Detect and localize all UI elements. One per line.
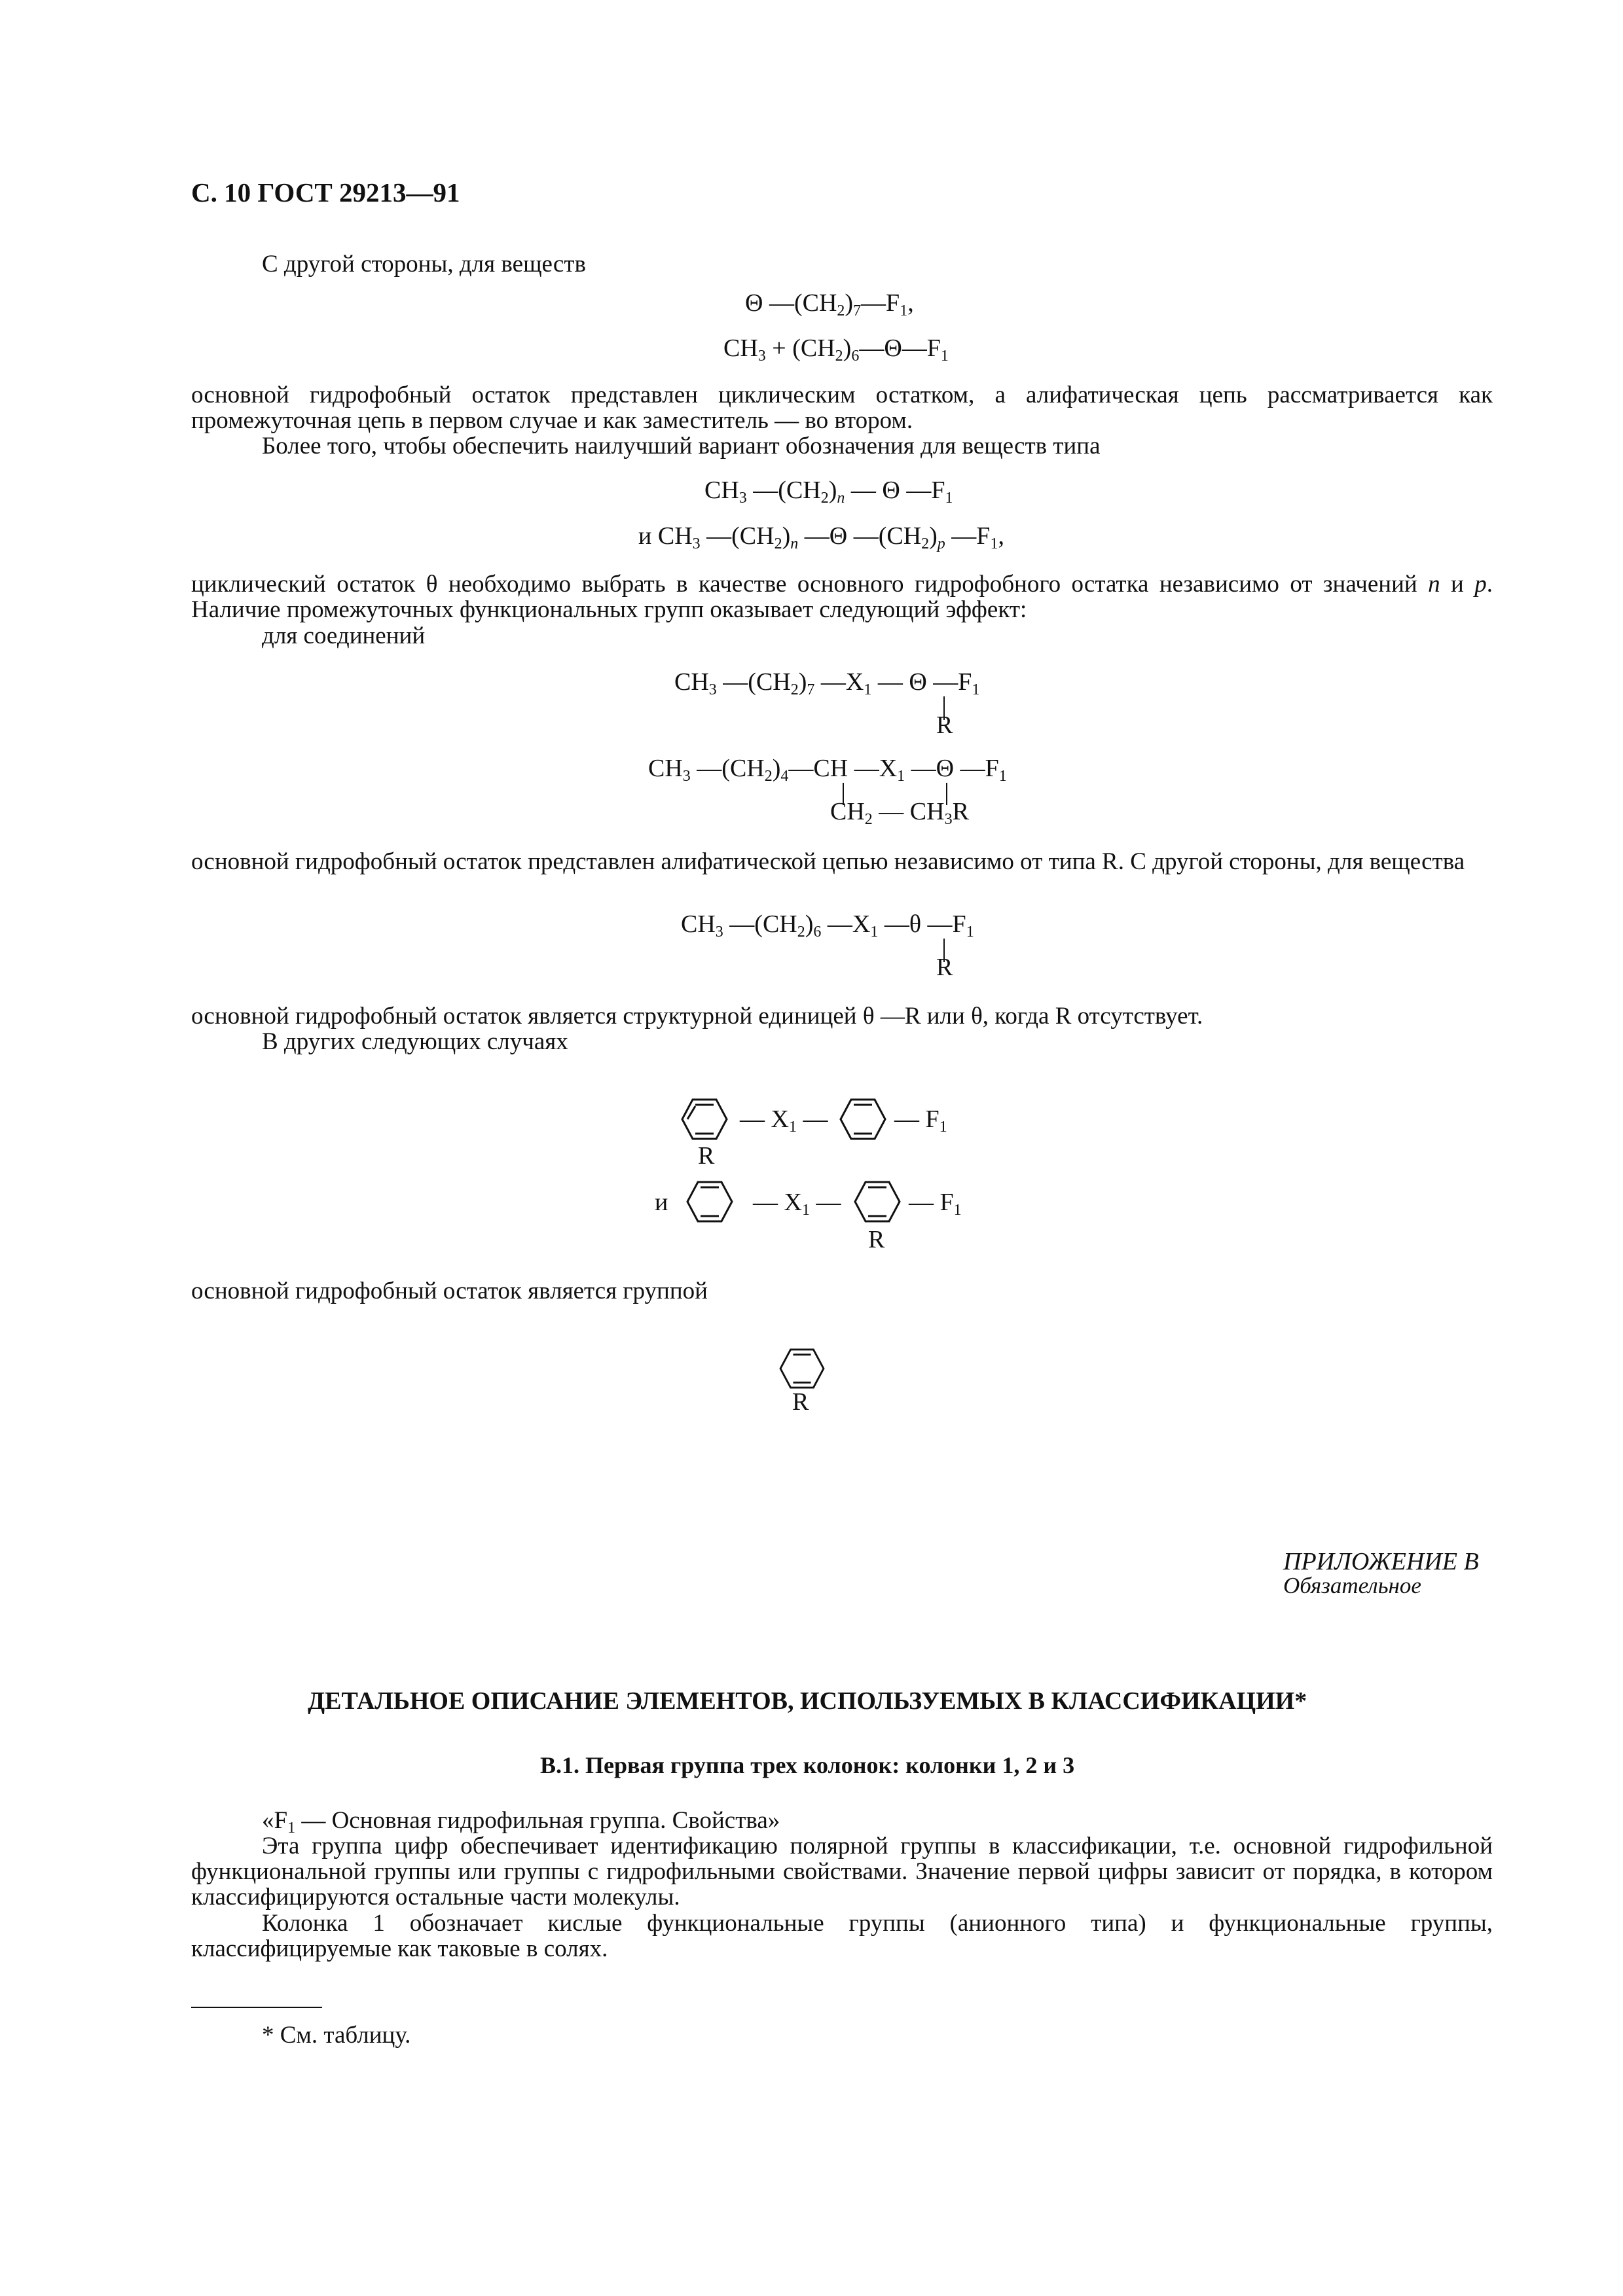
footnote-divider <box>191 2007 322 2008</box>
benzene-ring-icon <box>854 1181 901 1223</box>
paragraph: основной гидрофобный остаток представлен циклическим остатком, а алифатическая цепь рассматривается как промежуточная цепь в первом случае и как заместитель — во втором. <box>191 382 1493 434</box>
paragraph: С другой стороны, для веществ <box>262 251 586 278</box>
paragraph: Колонка 1 обозначает кислые функциональные группы (анионного типа) и функциональные группы, классифицируемые как таковые в солях. <box>191 1910 1493 1962</box>
substituent-r: R <box>698 1142 715 1170</box>
appendix-label: ПРИЛОЖЕНИЕ В <box>1283 1548 1479 1575</box>
substituent-r: R <box>792 1388 809 1416</box>
benzene-ring-icon <box>839 1098 886 1140</box>
paragraph: В других следующих случаях <box>262 1028 568 1055</box>
footnote: * См. таблицу. <box>262 2022 411 2049</box>
substituent-r: R <box>936 954 953 981</box>
benzene-ring-icon <box>779 1348 825 1389</box>
formula-7: $CH_3$ $—(CH_2)_6$ $—X_1$ —θ $—F_1$ <box>681 910 974 941</box>
formula-9-link: — $X_1$ — <box>753 1189 841 1219</box>
section-heading: В.1. Первая группа трех колонок: колонки 1, 2 и 3 <box>540 1752 1075 1778</box>
appendix-title: ДЕТАЛЬНОЕ ОПИСАНИЕ ЭЛЕМЕНТОВ, ИСПОЛЬЗУЕМЫХ В КЛАССИФИКАЦИИ* <box>308 1687 1307 1715</box>
formula-4: и $CH_3$ $—(CH_2)_n$ —Θ $—(CH_2)_p$ $—F_1$, <box>638 522 1004 552</box>
formula-5: $CH_3$ $—(CH_2)_7$ $—X_1$ — Θ $—F_1$ <box>674 668 980 698</box>
formula-6: $CH_3$ $—(CH_2)_4—CH$ $—X_1$ —Θ $—F_1$ <box>648 755 1007 785</box>
appendix-status: Обязательное <box>1283 1573 1421 1598</box>
paragraph: для соединений <box>262 622 426 649</box>
formula-8-end: — $F_1$ <box>894 1105 947 1136</box>
paragraph: Более того, чтобы обеспечить наилучший вариант обозначения для веществ типа <box>262 433 1101 459</box>
paragraph: циклический остаток θ необходимо выбрать в качестве основного гидрофобного остатка независимо от значений n и p. Наличие промежуточных функциональных групп оказывает следующий эффект: <box>191 571 1493 623</box>
paragraph: Эта группа цифр обеспечивает идентификацию полярной группы в классификации, т.е. основной гидрофильной функциональной группы или группы с гидрофильными свойствами. Значение первой цифры зависит от порядка, в котором классифицируются остальные части молекулы. <box>191 1833 1493 1910</box>
benzene-ring-icon <box>686 1181 733 1223</box>
formula-6-line-2: $CH_2$ — $CH_3R$ <box>830 798 969 828</box>
formula-9-end: — $F_1$ <box>909 1189 962 1219</box>
paragraph: основной гидрофобный остаток представлен алифатической цепью независимо от типа R. С другой стороны, для вещества <box>191 848 1465 875</box>
paragraph: основной гидрофобный остаток является структурной единицей θ —R или θ, когда R отсутствует. <box>191 1003 1203 1030</box>
formula-9-and: и <box>655 1189 668 1216</box>
formula-8-link: — $X_1$ — <box>740 1105 828 1136</box>
paragraph: «$F_1$ — Основная гидрофильная группа. Свойства» <box>262 1807 780 1837</box>
page-header: С. 10 ГОСТ 29213—91 <box>191 177 460 207</box>
substituent-r: R <box>936 711 953 739</box>
substituent-r: R <box>868 1226 885 1253</box>
formula-3: $CH_3$ $—(CH_2)_n$ — Θ $—F_1$ <box>704 476 953 507</box>
paragraph: основной гидрофобный остаток является группой <box>191 1278 708 1304</box>
formula-1: Θ $—(CH_2)_7—F_1$, <box>745 289 914 319</box>
formula-2: $CH_3$ + $(CH_2)_6—\Theta—F_1$ <box>723 334 949 365</box>
benzene-ring-icon <box>681 1098 728 1140</box>
